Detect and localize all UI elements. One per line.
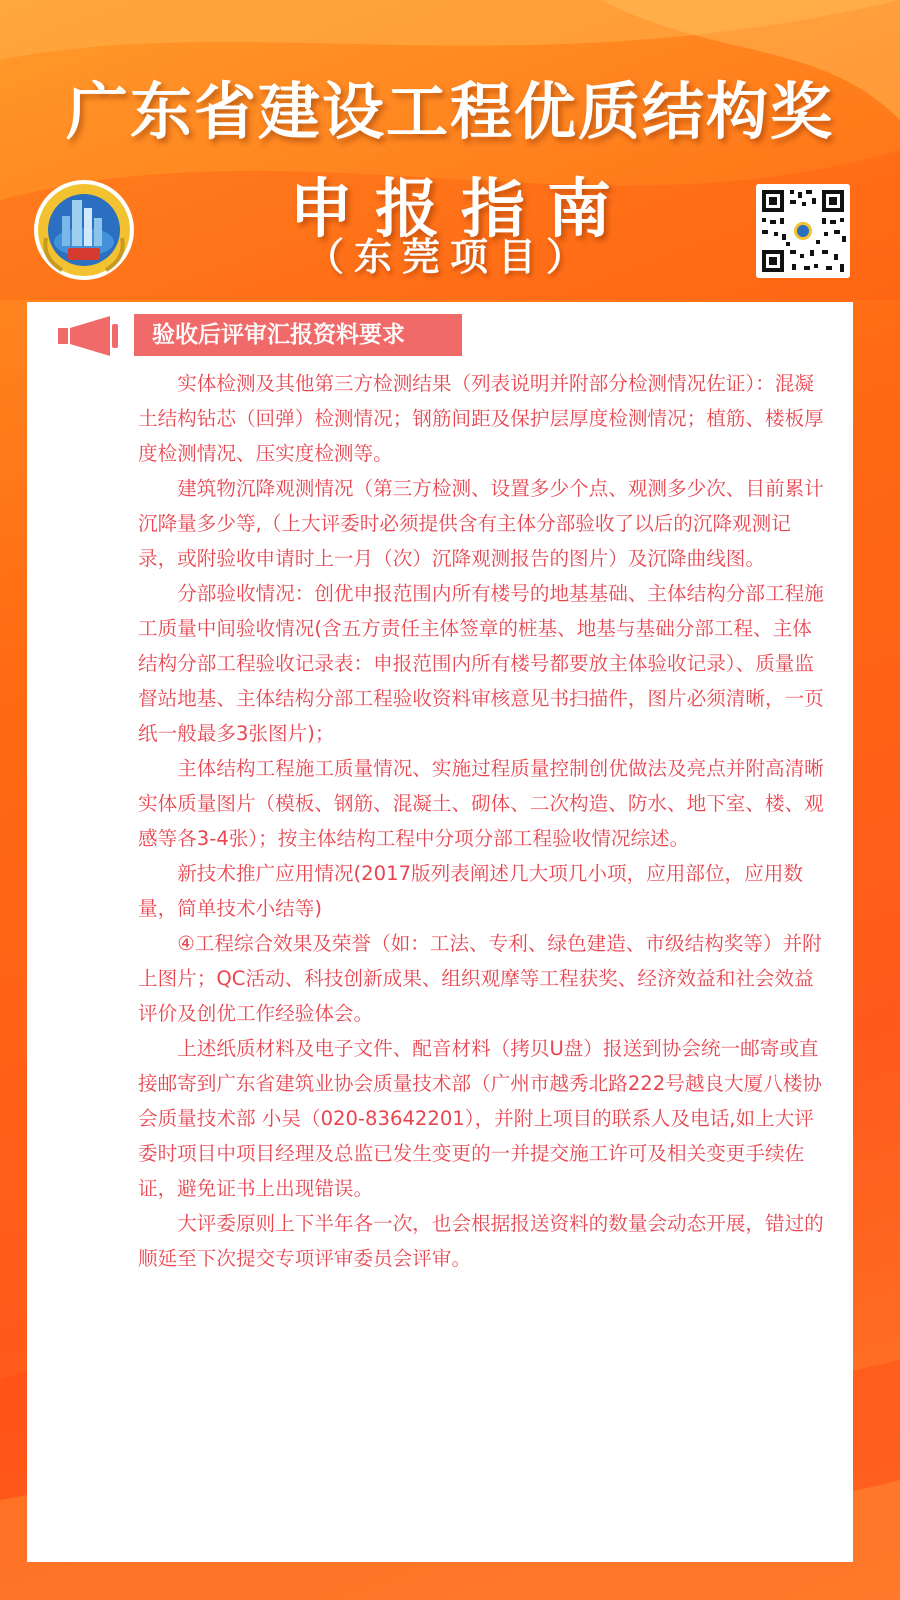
section-header	[58, 314, 478, 358]
association-logo-icon	[32, 178, 136, 282]
header	[0, 0, 900, 300]
paragraph: 主体结构工程施工质量情况、实施过程质量控制创优做法及亮点并附高清晰实体质量图片（模板、钢筋、混凝土、砌体、二次构造、防水、地下室、楼、观感等各3-4张）；按主体结构工程中分项分部工程验收情况综述。	[138, 757, 824, 850]
paragraph: 实体检测及其他第三方检测结果（列表说明并附部分检测情况佐证）：混凝土结构钻芯（回弹）检测情况；钢筋间距及保护层厚度检测情况；植筋、楼板厚度检测情况、压实度检测等。	[138, 372, 824, 465]
paragraph: 建筑物沉降观测情况（第三方检测、设置多少个点、观测多少次、目前累计沉降量多少等,（上大评委时必须提供含有主体分部验收了以后的沉降观测记录，或附验收申请时上一月（次）沉降观测报告的图片）及沉降曲线图。	[138, 477, 824, 570]
qr-code-icon	[756, 184, 850, 278]
paragraph: 新技术推广应用情况(2017版列表阐述几大项几小项，应用部位，应用数量，简单技术小结等)	[138, 862, 803, 920]
paragraph: 上述纸质材料及电子文件、配音材料（拷贝U盘）报送到协会统一邮寄或直接邮寄到广东省建筑业协会质量技术部（广州市越秀北路222号越良大厦八楼协会质量技术部 小吴（020-83642201），并附上项目的联系人及电话,如上大评委时项目中项目经理及总监已发生变更的一并提交施工许可及相关变更手续佐证，避免证书上出现错误。	[138, 1037, 822, 1200]
project-label: （东莞项目）	[305, 235, 594, 279]
section-body	[138, 366, 828, 1276]
paragraph: 分部验收情况：创优申报范围内所有楼号的地基基础、主体结构分部工程施工质量中间验收情况(含五方责任主体签章的桩基、地基与基础分部工程、主体结构分部工程验收记录表：申报范围内所有楼号都要放主体验收记录）、质量监督站地基、主体结构分部工程验收资料审核意见书扫描件，图片必须清晰，一页纸一般最多3张图片)；	[138, 582, 824, 745]
section-title: 验收后评审汇报资料要求	[134, 314, 462, 356]
paragraph: ④工程综合效果及荣誉（如：工法、专利、绿色建造、市级结构奖等）并附上图片；QC活动、科技创新成果、组织观摩等工程获奖、经济效益和社会效益评价及创优工作经验体会。	[138, 932, 822, 1025]
page-title: 广东省建设工程优质结构奖	[65, 75, 834, 148]
megaphone-icon	[58, 316, 120, 356]
paragraph: 大评委原则上下半年各一次，也会根据报送资料的数量会动态开展，错过的顺延至下次提交专项评审委员会评审。	[138, 1212, 824, 1270]
page-subtitle: 申报指南	[289, 173, 633, 247]
